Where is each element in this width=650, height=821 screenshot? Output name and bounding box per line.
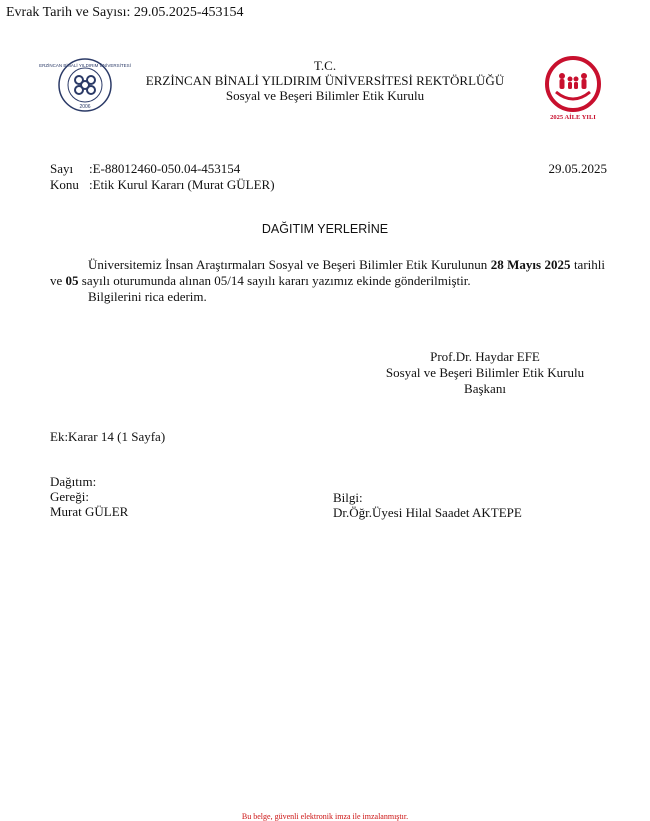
body-date: 28 Mayıs 2025 <box>490 257 571 272</box>
logo-left-year: 2006 <box>79 104 91 110</box>
addressee-title: DAĞITIM YERLERİNE <box>261 222 389 236</box>
signatory-unit: Sosyal ve Beşeri Bilimler Etik Kurulu <box>385 365 585 380</box>
header-institution: ERZİNCAN BİNALİ YILDIRIM ÜNİVERSİTESİ REKTÖRLÜĞÜ <box>145 73 505 88</box>
body-text-1: Üniversitemiz İnsan Araştırmaları Sosyal ve Beşeri Bilimler Etik Kurulunun <box>88 257 491 272</box>
logo-right-text: 2025 AİLE YILI <box>550 114 596 121</box>
konu-label: Konu <box>50 177 79 192</box>
body-text-3: sayılı oturumunda alınan 05/14 sayılı kararı yazımız ekinde gönderilmiştir. <box>78 273 471 288</box>
document-reference: Evrak Tarih ve Sayısı: 29.05.2025-453154 <box>6 5 244 20</box>
bilgi-block <box>333 490 522 520</box>
header-tc: T.C. <box>313 58 337 73</box>
document-date: 29.05.2025 <box>548 161 607 176</box>
header-unit: Sosyal ve Beşeri Bilimler Etik Kurulu <box>225 88 425 103</box>
konu-value: :Etik Kurul Kararı (Murat GÜLER) <box>89 177 275 192</box>
geregi-value: Murat GÜLER <box>50 504 129 519</box>
body-paragraph <box>50 257 605 289</box>
attachment-note: Ek:Karar 14 (1 Sayfa) <box>50 429 166 444</box>
sayi-value: :E-88012460-050.04-453154 <box>89 161 241 176</box>
body-session: 05 <box>65 273 79 288</box>
distribution-title: Dağıtım: <box>50 474 97 489</box>
distribution-block <box>50 474 128 519</box>
bilgi-value: Dr.Öğr.Üyesi Hilal Saadet AKTEPE <box>333 505 522 520</box>
body-closing: Bilgilerini rica ederim. <box>88 289 207 304</box>
sayi-label: Sayı <box>50 161 74 176</box>
logo-left-text: ERZİNCAN BİNALİ YILDIRIM ÜNİVERSİTESİ <box>39 63 131 68</box>
e-signature-footer: Bu belge, güvenli elektronik imza ile imzalanmıştır. <box>241 812 409 821</box>
family-year-logo <box>540 56 606 122</box>
signature-block <box>370 349 600 397</box>
signatory-role: Başkanı <box>464 381 506 396</box>
body-text-2: tarihli ve <box>50 257 605 288</box>
bilgi-label: Bilgi: <box>333 490 363 505</box>
signatory-name: Prof.Dr. Haydar EFE <box>430 349 540 364</box>
geregi-label: Gereği: <box>50 489 89 504</box>
